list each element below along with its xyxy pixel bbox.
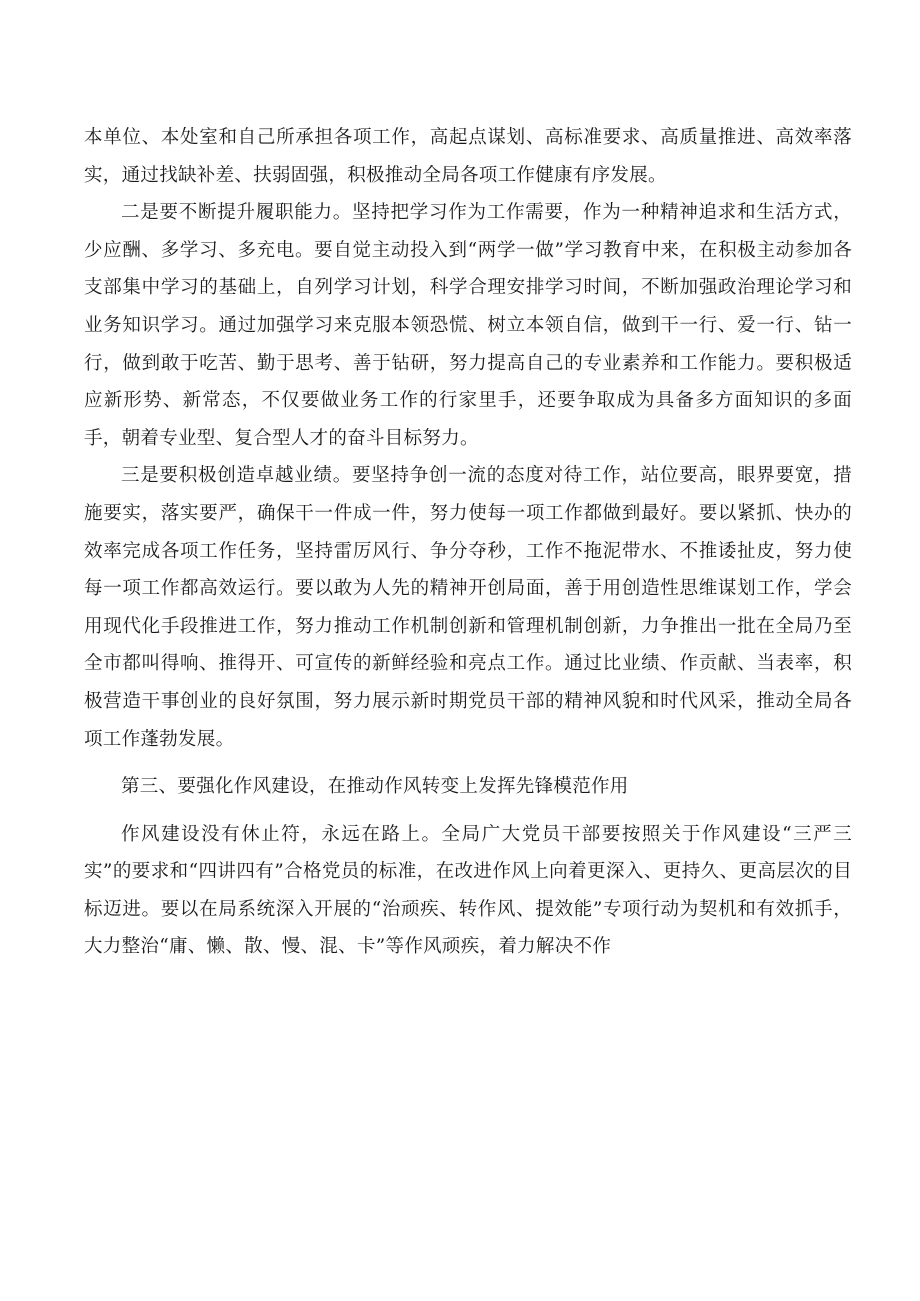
section-heading-work-style: 第三、要强化作风建设，在推动作风转变上发挥先锋模范作用: [121, 776, 629, 798]
paragraph-performance-ability: 二是要不断提升履职能力。坚持把学习作为工作需要，作为一种精神追求和生活方式，少应酬、多学习、多充电。要自觉主动投入到“两学一做”学习教育中来，在积极主动参加各支部集中学习的基础上，自列学习计划，科学合理安排学习时间，不断加强政治理论学习和业务知识学习。通过加强学习来克服本领恐慌、树立本领自信，做到干一行、爱一行、钻一行，做到敢于吃苦、勤于思考、善于钻研，努力提高自己的专业素养和工作能力。要积极适应新形势、新常态，不仅要做业务工作的行家里手，还要争取成为具备多方面知识的多面手，朝着专业型、复合型人才的奋斗目标努力。: [84, 202, 852, 449]
paragraph-work-style: 作风建设没有休止符，永远在路上。全局广大党员干部要按照关于作风建设“三严三实”的要求和“四讲四有”合格党员的标准，在改进作风上向着更深入、更持久、更高层次的目标迈进。要以在局系统深入开展的“治顽疾、转作风、提效能”专项行动为契机和有效抓手，大力整治“庸、懒、散、慢、混、卡”等作风顽疾，着力解决不作: [84, 823, 852, 958]
document-body: [84, 119, 852, 966]
paragraph-continuation: 本单位、本处室和自己所承担各项工作，高起点谋划、高标准要求、高质量推进、高效率落实，通过找缺补差、扶弱固强，积极推动全局各项工作健康有序发展。: [84, 127, 852, 186]
paragraph-excellent-results: 三是要积极创造卓越业绩。要坚持争创一流的态度对待工作，站位要高，眼界要宽，措施要实，落实要严，确保干一件成一件，努力使每一项工作都做到最好。要以紧抓、快办的效率完成各项工作任务，坚持雷厉风行、争分夺秒，工作不拖泥带水、不推诿扯皮，努力使每一项工作都高效运行。要以敢为人先的精神开创局面，善于用创造性思维谋划工作，学会用现代化手段推进工作，努力推动工作机制创新和管理机制创新，力争推出一批在全局乃至全市都叫得响、推得开、可宣传的新鲜经验和亮点工作。通过比业绩、作贡献、当表率，积极营造干事创业的良好氛围，努力展示新时期党员干部的精神风貌和时代风采，推动全局各项工作蓬勃发展。: [84, 465, 852, 750]
